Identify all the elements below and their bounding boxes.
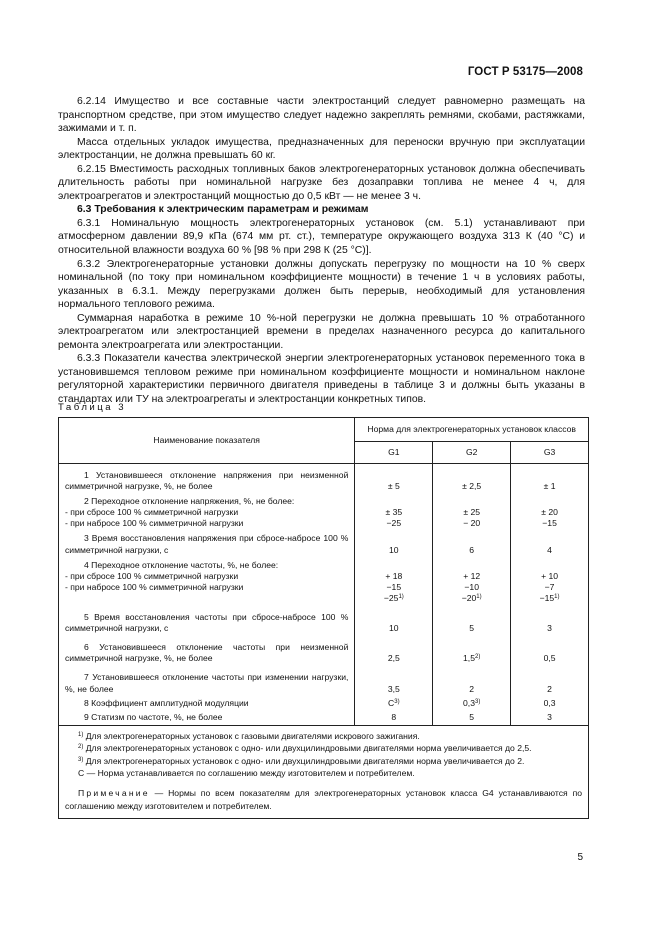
column-header-class: G3 xyxy=(511,442,589,464)
paragraph: 6.3.2 Электрогенераторные установки должны допускать перегрузку по мощности на 10 % сверх номинальной (по току при номинальном коэффициенте мощности) в течение 1 ч в условиях работы, указанных в 6.3.1. Между перегрузками должен быть перерыв, необходимый для установления нормального теплового режима. xyxy=(58,258,585,311)
cell-value: ± 35 xyxy=(355,507,433,518)
table-row xyxy=(59,695,589,709)
table-row xyxy=(59,571,589,582)
table-row xyxy=(59,634,589,664)
indicators-table xyxy=(58,417,589,819)
cell-value: 4 xyxy=(511,529,589,555)
footnote: $^{1)}$ Для электрогенераторных установок с газовыми двигателями искрового зажигания. xyxy=(78,730,420,741)
cell-value: 0,3$^{3)}$ xyxy=(433,695,511,709)
cell-value: $С^{3)}$ xyxy=(355,695,433,709)
footnote: $^{2)}$ Для электрогенераторных установок с одно- или двухцилиндровыми двигателями норма увеличивается до 2,5. xyxy=(78,743,532,754)
paragraph: 6.2.15 Вместимость расходных топливных баков электрогенераторных установок должна обеспечивать длительность работы при номинальной нагрузке без дозаправки топлива не менее 4 ч, для электроагрегатов и электростанций мощностью до 0,5 кВт — не менее 3 ч. xyxy=(58,163,585,202)
cell-value: 8 xyxy=(355,709,433,726)
row-label: 6 Установившееся отклонение частоты при неизменной симметричной нагрузке, %, не более xyxy=(59,634,355,664)
cell-value: −25 xyxy=(355,518,433,529)
row-label: 2 Переходное отклонение напряжения, %, не более: xyxy=(59,492,355,507)
column-header-name: Наименование показателя xyxy=(59,418,355,464)
cell-value: 3 xyxy=(511,709,589,726)
column-header-class: G2 xyxy=(433,442,511,464)
cell-value: 10 xyxy=(355,604,433,634)
table-row xyxy=(59,664,589,694)
row-label: 4 Переходное отклонение частоты, %, не более: xyxy=(59,556,355,571)
row-label: 3 Время восстановления напряжения при сбросе-набросе 100 % симметричной нагрузки, с xyxy=(59,529,355,555)
paragraph: 6.3.3 Показатели качества электрической энергии электрогенераторных установок переменного тока в установившемся тепловом режиме при номинальном коэффициенте мощности и номинальном наклоне регуляторной характеристики первичного двигателя приведены в таблице 3 и должны быть указаны в стандартах или ТУ на электроагрегаты и электростанции конкретных типов. xyxy=(58,353,585,406)
cell-value: −15 xyxy=(511,518,589,529)
cell-value: 2 xyxy=(433,664,511,694)
table-row xyxy=(59,529,589,555)
section-heading: 6.3 Требования к электрическим параметрам и режимам xyxy=(77,204,369,216)
table-row xyxy=(59,518,589,529)
cell-value: ± 5 xyxy=(355,464,433,493)
cell-value: − 20 xyxy=(433,518,511,529)
cell-value: 10 xyxy=(355,529,433,555)
cell-value: 3,5 xyxy=(355,664,433,694)
table-row xyxy=(59,464,589,493)
cell-value: 3 xyxy=(511,604,589,634)
row-label: 1 Установившееся отклонение напряжения при неизменной симметричной нагрузке, %, не более xyxy=(59,464,355,493)
cell-value: $-20^{1)}$ xyxy=(433,593,511,604)
cell-value: ± 20 xyxy=(511,507,589,518)
cell-value: + 18 xyxy=(355,571,433,582)
row-label: 5 Время восстановления частоты при сбросе-набросе 100 % симметричной нагрузки, с xyxy=(59,604,355,634)
cell-value: ± 1 xyxy=(511,464,589,493)
column-header-class: G1 xyxy=(355,442,433,464)
paragraph: Масса отдельных укладок имущества, предназначенных для переноски вручную при эксплуатации электростанции, не должна превышать 60 кг. xyxy=(58,136,585,162)
cell-value: 0,5 xyxy=(511,634,589,664)
column-header-norm: Норма для электрогенераторных установок классов xyxy=(355,418,589,442)
row-label: - при набросе 100 % симметричной нагрузки xyxy=(59,582,355,593)
table-caption: Таблица 3 xyxy=(58,402,127,413)
cell-value: −10 xyxy=(433,582,511,593)
cell-value: −15 xyxy=(355,582,433,593)
table-note: Примечание — Нормы по всем показателям для электрогенераторных установок класса G4 устанавливаются по соглашению между изготовителем и потребителем. xyxy=(65,788,582,811)
body-text xyxy=(58,95,585,407)
row-label: 9 Статизм по частоте, %, не более xyxy=(59,709,355,726)
table-row xyxy=(59,604,589,634)
footnote: С — Норма устанавливается по соглашению между изготовителем и потребителем. xyxy=(78,768,415,778)
paragraph: Суммарная наработка в режиме 10 %-ной перегрузки не должна превышать 10 % отработанного электроагрегатом или электростанцией времени в пределах назначенного ресурса до капитального ремонта электроагрегата или электростанции. xyxy=(58,312,585,351)
cell-value: 5 xyxy=(433,709,511,726)
cell-value: 1,5$^{2)}$ xyxy=(433,634,511,664)
table-row xyxy=(59,492,589,507)
table-row xyxy=(59,709,589,726)
cell-value: 2 xyxy=(511,664,589,694)
cell-value: 0,3 xyxy=(511,695,589,709)
document-header: ГОСТ Р 53175—2008 xyxy=(467,66,583,78)
cell-value: 6 xyxy=(433,529,511,555)
table-row xyxy=(59,556,589,571)
table-row xyxy=(59,593,589,604)
page-number: 5 xyxy=(577,852,583,863)
row-label: - при сбросе 100 % симметричной нагрузки xyxy=(59,507,355,518)
paragraph: 6.3.1 Номинальную мощность электрогенераторных установок (см. 5.1) устанавливают при атмосферном давлении 89,9 кПа (674 мм рт. ст.), температуре окружающего воздуха 313 К (40 °С) и относительной влажности воздуха 60 % [98 % при 298 К (25 °С)]. xyxy=(58,217,585,257)
cell-value: + 10 xyxy=(511,571,589,582)
cell-value: $-15^{1)}$ xyxy=(511,593,589,604)
cell-value: 2,5 xyxy=(355,634,433,664)
cell-value: ± 2,5 xyxy=(433,464,511,493)
paragraph: 6.2.14 Имущество и все составные части электростанций следует равномерно размещать на транспортном средстве, при этом имущество следует надежно закреплять ремнями, скобами, растяжками, зажимами и т. п. xyxy=(58,96,585,135)
cell-value: −7 xyxy=(511,582,589,593)
footnote: $^{3)}$ Для электрогенераторных установок с одно- или двухцилиндровыми двигателями норма увеличивается до 2. xyxy=(78,755,525,766)
cell-value: ± 25 xyxy=(433,507,511,518)
row-label: - при набросе 100 % симметричной нагрузки xyxy=(59,518,355,529)
cell-value: 5 xyxy=(433,604,511,634)
table-row xyxy=(59,507,589,518)
row-label: 7 Установившееся отклонение частоты при изменении нагрузки, %, не более xyxy=(59,664,355,694)
cell-value: + 12 xyxy=(433,571,511,582)
row-label: 8 Коэффициент амплитудной модуляции xyxy=(59,695,355,709)
row-label: - при сбросе 100 % симметричной нагрузки xyxy=(59,571,355,582)
table-footnotes xyxy=(59,725,589,818)
table-row xyxy=(59,582,589,593)
cell-value: $-25^{1)}$ xyxy=(355,593,433,604)
